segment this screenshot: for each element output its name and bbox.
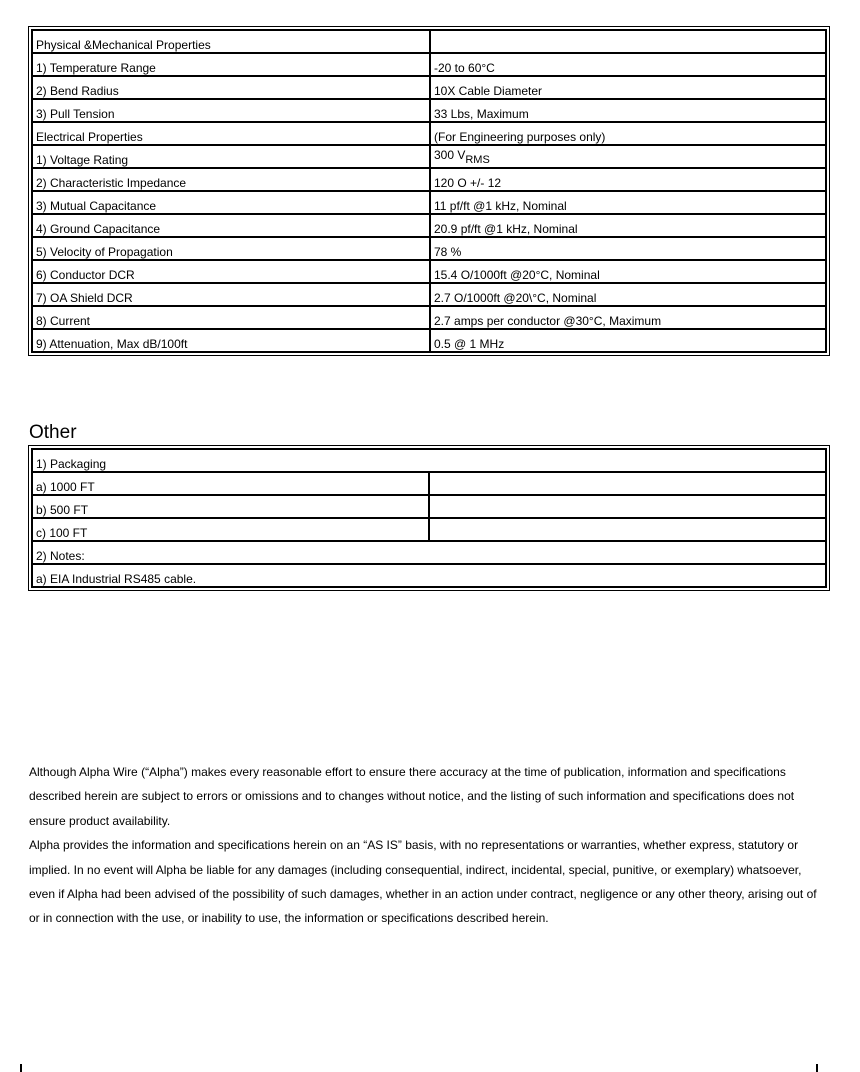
property-value: 20.9 pf/ft @1 kHz, Nominal (430, 214, 826, 237)
property-label: 5) Velocity of Propagation (32, 237, 430, 260)
table-row (32, 237, 826, 260)
disclaimer-paragraph: Alpha provides the information and specifications herein on an “AS IS” basis, with no representations or warranties, whether express, statutory or implied. In no event will Alpha be liable for any damages (including consequential, indirect, incidental, special, punitive, or exemplary) whatsoever, even if Alpha had been advised of the possibility of such damages, whether in an action under contract, negligence or any other theory, arising out of or in connection with the use, or inability to use, the information or specifications described herein. (29, 838, 817, 926)
table-row (32, 76, 826, 99)
property-value: (For Engineering purposes only) (430, 122, 826, 145)
packaging-item-value (429, 495, 826, 518)
table-row (32, 53, 826, 76)
property-value: 2.7 O/1000ft @20\°C, Nominal (430, 283, 826, 306)
table-row (32, 283, 826, 306)
properties-table (28, 26, 830, 356)
property-label: 6) Conductor DCR (32, 260, 430, 283)
table-row (32, 191, 826, 214)
property-label: 3) Pull Tension (32, 99, 430, 122)
table-row (32, 99, 826, 122)
table-row (32, 495, 826, 518)
property-label: 3) Mutual Capacitance (32, 191, 430, 214)
disclaimer (29, 760, 829, 931)
property-value-text: 300 V (434, 148, 466, 162)
table-row (32, 30, 826, 53)
property-label: 8) Current (32, 306, 430, 329)
table-row (32, 168, 826, 191)
property-value: 33 Lbs, Maximum (430, 99, 826, 122)
table-row (32, 518, 826, 541)
property-label: 2) Characteristic Impedance (32, 168, 430, 191)
notes-label: 2) Notes: (32, 541, 826, 564)
property-value: 11 pf/ft @1 kHz, Nominal (430, 191, 826, 214)
table-row (32, 564, 826, 587)
property-value: 120 O +/- 12 (430, 168, 826, 191)
property-label: 7) OA Shield DCR (32, 283, 430, 306)
other-table (28, 445, 830, 591)
table-row (32, 306, 826, 329)
table-row (32, 214, 826, 237)
packaging-item-value (429, 472, 826, 495)
table-row (32, 472, 826, 495)
property-value: 78 % (430, 237, 826, 260)
table-row (32, 449, 826, 472)
property-value (430, 145, 826, 168)
notes-item: a) EIA Industrial RS485 cable. (32, 564, 826, 587)
table-row (32, 541, 826, 564)
property-label: 9) Attenuation, Max dB/100ft (32, 329, 430, 352)
packaging-item-value (429, 518, 826, 541)
property-label: 4) Ground Capacitance (32, 214, 430, 237)
disclaimer-paragraph: Although Alpha Wire (“Alpha”) makes every reasonable effort to ensure there accuracy at the time of publication, information and specifications described herein are subject to errors or omissions and to changes without notice, and the listing of such information and specifications does not ensure product availability. (29, 765, 795, 828)
property-label: 2) Bend Radius (32, 76, 430, 99)
packaging-item: a) 1000 FT (32, 472, 429, 495)
packaging-item: c) 100 FT (32, 518, 429, 541)
properties-table-body (32, 30, 826, 352)
property-label: Electrical Properties (32, 122, 430, 145)
table-row (32, 329, 826, 352)
page-corner-mark (816, 1064, 818, 1072)
table-row (32, 260, 826, 283)
property-label: 1) Temperature Range (32, 53, 430, 76)
property-label: Physical &Mechanical Properties (32, 30, 430, 53)
packaging-label: 1) Packaging (32, 449, 826, 472)
property-value: 2.7 amps per conductor @30°C, Maximum (430, 306, 826, 329)
property-value: 0.5 @ 1 MHz (430, 329, 826, 352)
table-row (32, 122, 826, 145)
property-label: 1) Voltage Rating (32, 145, 430, 168)
other-heading: Other (29, 422, 77, 443)
property-value-subscript: RMS (465, 154, 490, 166)
property-value: 15.4 O/1000ft @20°C, Nominal (430, 260, 826, 283)
property-value (430, 30, 826, 53)
table-row (32, 145, 826, 168)
property-value: -20 to 60°C (430, 53, 826, 76)
property-value: 10X Cable Diameter (430, 76, 826, 99)
packaging-item: b) 500 FT (32, 495, 429, 518)
page-corner-mark (20, 1064, 22, 1072)
